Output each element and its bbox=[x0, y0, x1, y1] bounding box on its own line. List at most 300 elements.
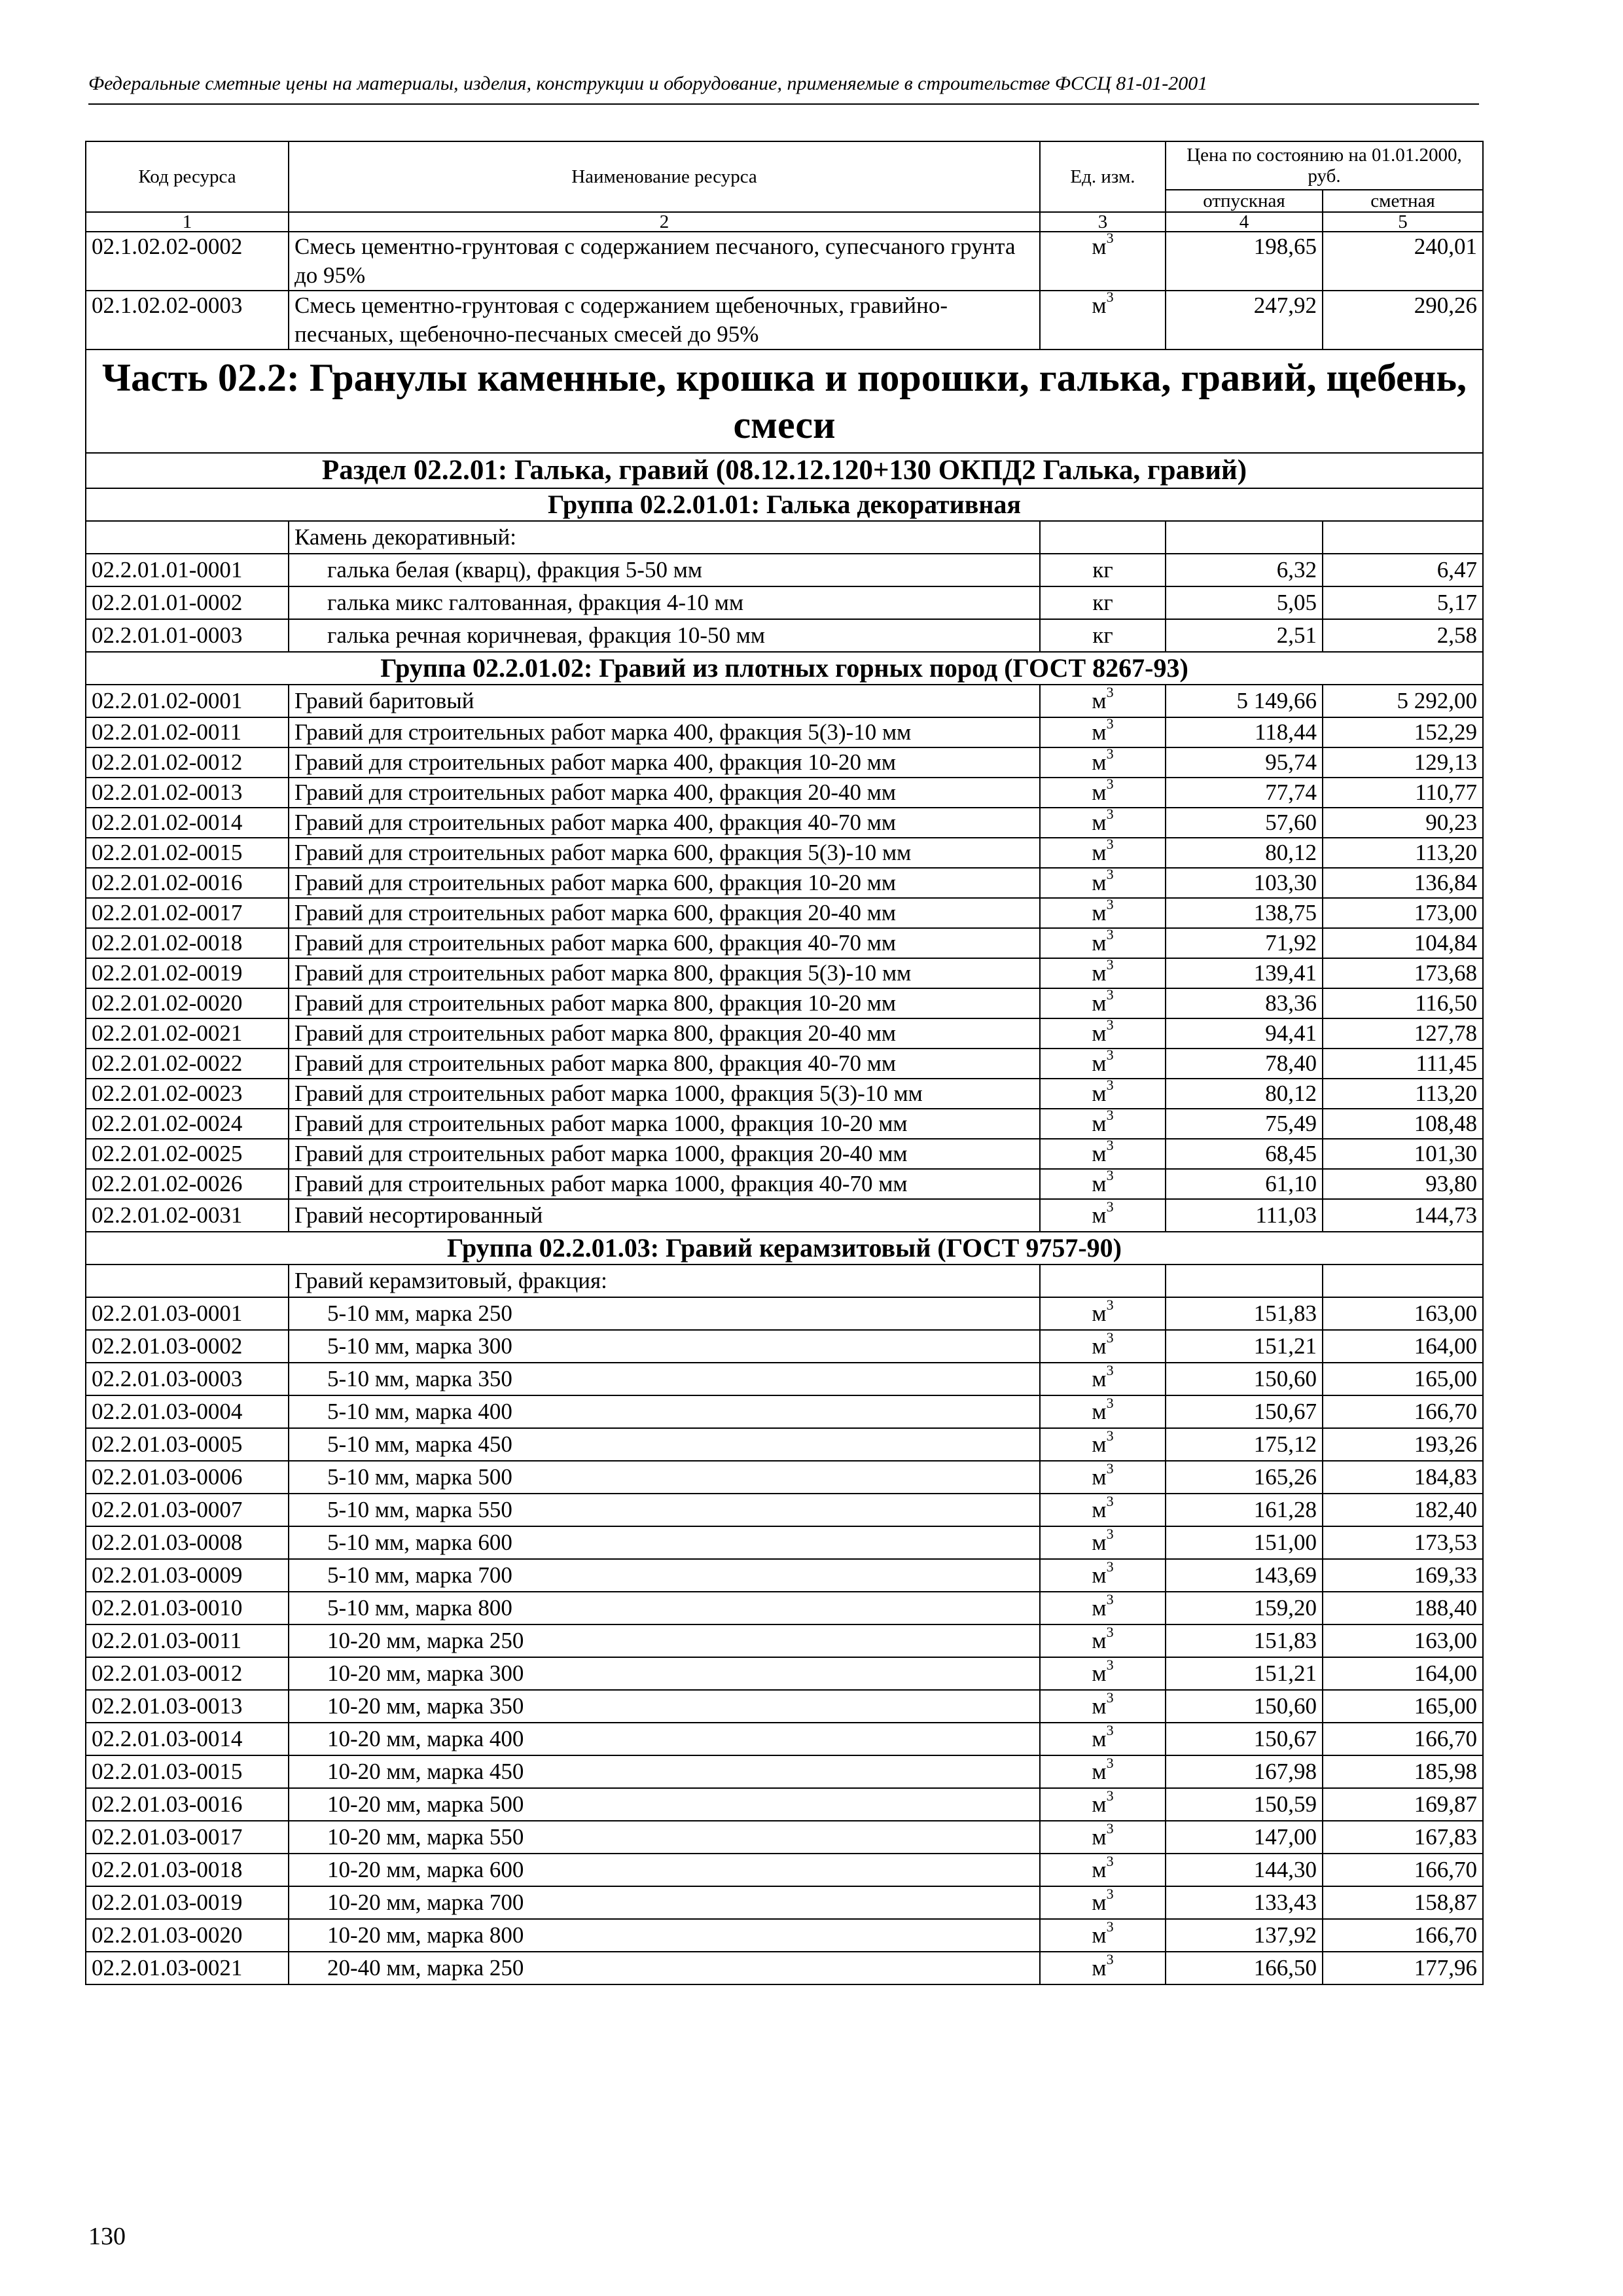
unit-cell bbox=[1040, 1494, 1166, 1526]
table-header-row bbox=[86, 141, 1483, 190]
unit-exponent: 3 bbox=[1106, 1592, 1114, 1608]
resource-name: 20-40 мм, марка 250 bbox=[289, 1952, 1040, 1984]
subheading-row bbox=[86, 1265, 1483, 1297]
unit-exponent: 3 bbox=[1106, 232, 1114, 247]
part-title: Часть 02.2: Гранулы каменные, крошка и порошки, галька, гравий, щебень, смеси bbox=[86, 350, 1483, 453]
release-price: 159,20 bbox=[1166, 1592, 1323, 1624]
unit-label: м bbox=[1092, 810, 1107, 835]
unit-label: м bbox=[1092, 1562, 1107, 1588]
table-row bbox=[86, 838, 1483, 868]
unit-cell bbox=[1040, 1018, 1166, 1049]
unit-cell bbox=[1040, 1363, 1166, 1395]
unit-exponent: 3 bbox=[1106, 1919, 1114, 1935]
unit-exponent: 3 bbox=[1106, 1526, 1114, 1543]
estimate-price: 240,01 bbox=[1323, 232, 1483, 291]
table-row bbox=[86, 1079, 1483, 1109]
unit-cell bbox=[1040, 1755, 1166, 1788]
resource-code: 02.2.01.03-0005 bbox=[86, 1428, 289, 1461]
release-price: 151,21 bbox=[1166, 1330, 1323, 1363]
unit-cell bbox=[1040, 1297, 1166, 1330]
unit-cell bbox=[1040, 232, 1166, 291]
estimate-price: 177,96 bbox=[1323, 1952, 1483, 1984]
unit-exponent: 3 bbox=[1106, 1657, 1114, 1674]
table-row bbox=[86, 554, 1483, 586]
unit-label: м bbox=[1092, 1955, 1107, 1981]
release-price: 5,05 bbox=[1166, 586, 1323, 619]
resource-code: 02.2.01.03-0012 bbox=[86, 1657, 289, 1690]
unit-exponent: 3 bbox=[1106, 778, 1114, 793]
release-price: 151,83 bbox=[1166, 1624, 1323, 1657]
table-row bbox=[86, 1461, 1483, 1494]
estimate-price: 163,00 bbox=[1323, 1297, 1483, 1330]
unit-label: м bbox=[1092, 840, 1107, 865]
release-price: 57,60 bbox=[1166, 808, 1323, 838]
resource-code: 02.2.01.03-0019 bbox=[86, 1886, 289, 1919]
table-row bbox=[86, 1723, 1483, 1755]
unit-exponent: 3 bbox=[1106, 747, 1114, 762]
resource-code: 02.2.01.03-0009 bbox=[86, 1559, 289, 1592]
table-row bbox=[86, 1139, 1483, 1169]
release-price: 143,69 bbox=[1166, 1559, 1323, 1592]
estimate-price: 152,29 bbox=[1323, 717, 1483, 747]
unit-label: м bbox=[1092, 1171, 1107, 1196]
resource-code: 02.2.01.03-0002 bbox=[86, 1330, 289, 1363]
unit-exponent: 3 bbox=[1106, 1755, 1114, 1772]
unit-exponent: 3 bbox=[1106, 1199, 1114, 1215]
unit-label: м bbox=[1092, 1431, 1107, 1457]
estimate-price: 188,40 bbox=[1323, 1592, 1483, 1624]
unit-cell bbox=[1040, 554, 1166, 586]
release-price: 133,43 bbox=[1166, 1886, 1323, 1919]
resource-name: 10-20 мм, марка 800 bbox=[289, 1919, 1040, 1952]
table-row bbox=[86, 1854, 1483, 1886]
release-price: 77,74 bbox=[1166, 778, 1323, 808]
resource-name: 10-20 мм, марка 400 bbox=[289, 1723, 1040, 1755]
resource-code: 02.2.01.02-0015 bbox=[86, 838, 289, 868]
resource-code: 02.2.01.02-0018 bbox=[86, 928, 289, 958]
unit-cell bbox=[1040, 1199, 1166, 1232]
unit-label: м bbox=[1092, 749, 1107, 775]
release-price: 103,30 bbox=[1166, 868, 1323, 898]
estimate-price: 163,00 bbox=[1323, 1624, 1483, 1657]
estimate-price: 101,30 bbox=[1323, 1139, 1483, 1169]
release-price: 80,12 bbox=[1166, 838, 1323, 868]
unit-label: м bbox=[1092, 1922, 1107, 1948]
unit-label: м bbox=[1092, 1660, 1107, 1686]
resource-code: 02.2.01.01-0001 bbox=[86, 554, 289, 586]
unit-label: м bbox=[1092, 870, 1107, 895]
table-row bbox=[86, 1199, 1483, 1232]
release-price: 166,50 bbox=[1166, 1952, 1323, 1984]
unit-label: м bbox=[1092, 1890, 1107, 1915]
unit-exponent: 3 bbox=[1106, 958, 1114, 973]
unit-exponent: 3 bbox=[1106, 1461, 1114, 1477]
unit-cell bbox=[1040, 1395, 1166, 1428]
unit-cell bbox=[1040, 1854, 1166, 1886]
column-header-code: Код ресурса bbox=[86, 141, 289, 212]
table-row bbox=[86, 898, 1483, 928]
unit-exponent: 3 bbox=[1106, 1559, 1114, 1575]
release-price: 151,83 bbox=[1166, 1297, 1323, 1330]
estimate-price: 136,84 bbox=[1323, 868, 1483, 898]
estimate-price: 5 292,00 bbox=[1323, 685, 1483, 717]
estimate-price: 166,70 bbox=[1323, 1395, 1483, 1428]
unit-label: м bbox=[1092, 1366, 1107, 1391]
resource-code: 02.2.01.03-0007 bbox=[86, 1494, 289, 1526]
resource-name: 5-10 мм, марка 400 bbox=[289, 1395, 1040, 1428]
estimate-price: 116,50 bbox=[1323, 988, 1483, 1018]
table-row bbox=[86, 928, 1483, 958]
unit-cell bbox=[1040, 747, 1166, 778]
table-row bbox=[86, 1755, 1483, 1788]
unit-exponent: 3 bbox=[1106, 1788, 1114, 1804]
unit-label: м bbox=[1092, 719, 1107, 745]
estimate-price: 111,45 bbox=[1323, 1049, 1483, 1079]
resource-code: 02.2.01.02-0023 bbox=[86, 1079, 289, 1109]
release-price: 150,60 bbox=[1166, 1363, 1323, 1395]
resource-name: Гравий для строительных работ марка 800, фракция 5(3)-10 мм bbox=[289, 958, 1040, 988]
resource-name: 10-20 мм, марка 550 bbox=[289, 1821, 1040, 1854]
release-price: 68,45 bbox=[1166, 1139, 1323, 1169]
unit-cell bbox=[1040, 1526, 1166, 1559]
unit-label: м bbox=[1092, 900, 1107, 925]
estimate-price: 166,70 bbox=[1323, 1854, 1483, 1886]
resource-code: 02.2.01.02-0025 bbox=[86, 1139, 289, 1169]
release-price: 144,30 bbox=[1166, 1854, 1323, 1886]
unit-cell bbox=[1040, 1592, 1166, 1624]
unit-exponent: 3 bbox=[1106, 928, 1114, 943]
unit-label: м bbox=[1092, 1530, 1107, 1555]
resource-name: Гравий для строительных работ марка 1000, фракция 40-70 мм bbox=[289, 1169, 1040, 1199]
table-row bbox=[86, 1559, 1483, 1592]
table-row bbox=[86, 1109, 1483, 1139]
section-title: Раздел 02.2.01: Галька, гравий (08.12.12.120+130 ОКПД2 Галька, гравий) bbox=[86, 453, 1483, 488]
estimate-price: 127,78 bbox=[1323, 1018, 1483, 1049]
estimate-price: 90,23 bbox=[1323, 808, 1483, 838]
release-price: 78,40 bbox=[1166, 1049, 1323, 1079]
unit-label: м bbox=[1092, 1497, 1107, 1522]
unit-exponent: 3 bbox=[1106, 1049, 1114, 1064]
unit-cell bbox=[1040, 1690, 1166, 1723]
unit-label: м bbox=[1092, 1857, 1107, 1882]
table-row bbox=[86, 1526, 1483, 1559]
unit-cell bbox=[1040, 898, 1166, 928]
unit-cell bbox=[1040, 1330, 1166, 1363]
unit-label: м bbox=[1092, 780, 1107, 805]
unit-cell bbox=[1040, 291, 1166, 350]
table-row bbox=[86, 958, 1483, 988]
unit-label: м bbox=[1092, 1791, 1107, 1817]
unit-exponent: 3 bbox=[1106, 1169, 1114, 1184]
subheading-release-empty bbox=[1166, 521, 1323, 554]
table-row bbox=[86, 1363, 1483, 1395]
unit-cell bbox=[1040, 1461, 1166, 1494]
resource-code: 02.2.01.02-0026 bbox=[86, 1169, 289, 1199]
resource-code: 02.2.01.02-0017 bbox=[86, 898, 289, 928]
table-row bbox=[86, 808, 1483, 838]
table-row bbox=[86, 717, 1483, 747]
unit-cell bbox=[1040, 958, 1166, 988]
estimate-price: 165,00 bbox=[1323, 1363, 1483, 1395]
release-price: 150,67 bbox=[1166, 1723, 1323, 1755]
table-row bbox=[86, 685, 1483, 717]
release-price: 111,03 bbox=[1166, 1199, 1323, 1232]
resource-name: 10-20 мм, марка 350 bbox=[289, 1690, 1040, 1723]
table-row bbox=[86, 1169, 1483, 1199]
unit-label: м bbox=[1092, 1202, 1107, 1228]
resource-name: 5-10 мм, марка 300 bbox=[289, 1330, 1040, 1363]
resource-code: 02.2.01.03-0018 bbox=[86, 1854, 289, 1886]
unit-cell bbox=[1040, 838, 1166, 868]
resource-code: 02.2.01.02-0016 bbox=[86, 868, 289, 898]
unit-exponent: 3 bbox=[1106, 1952, 1114, 1968]
release-price: 247,92 bbox=[1166, 291, 1323, 350]
resource-name: Гравий для строительных работ марка 600, фракция 10-20 мм bbox=[289, 868, 1040, 898]
unit-cell bbox=[1040, 1657, 1166, 1690]
estimate-price: 169,33 bbox=[1323, 1559, 1483, 1592]
unit-exponent: 3 bbox=[1106, 1018, 1114, 1033]
unit-exponent: 3 bbox=[1106, 717, 1114, 732]
estimate-price: 144,73 bbox=[1323, 1199, 1483, 1232]
column-header-release: отпускная bbox=[1166, 190, 1323, 212]
estimate-price: 113,20 bbox=[1323, 1079, 1483, 1109]
group-title: Группа 02.2.01.01: Галька декоративная bbox=[86, 488, 1483, 521]
estimate-price: 166,70 bbox=[1323, 1723, 1483, 1755]
unit-exponent: 3 bbox=[1106, 1690, 1114, 1706]
resource-code: 02.2.01.03-0003 bbox=[86, 1363, 289, 1395]
subheading-unit-empty bbox=[1040, 521, 1166, 554]
unit-label: м bbox=[1092, 1595, 1107, 1621]
table-row bbox=[86, 232, 1483, 291]
table-row bbox=[86, 1592, 1483, 1624]
resource-name: галька белая (кварц), фракция 5-50 мм bbox=[289, 554, 1040, 586]
unit-label: м bbox=[1092, 688, 1107, 713]
resource-code: 02.2.01.02-0024 bbox=[86, 1109, 289, 1139]
resource-name: 10-20 мм, марка 500 bbox=[289, 1788, 1040, 1821]
resource-code: 02.2.01.02-0014 bbox=[86, 808, 289, 838]
resource-name: Гравий для строительных работ марка 400, фракция 40-70 мм bbox=[289, 808, 1040, 838]
estimate-price: 164,00 bbox=[1323, 1657, 1483, 1690]
section-title-row bbox=[86, 453, 1483, 488]
unit-label: м bbox=[1092, 960, 1107, 986]
unit-label: м bbox=[1092, 1759, 1107, 1784]
table-row bbox=[86, 1395, 1483, 1428]
release-price: 139,41 bbox=[1166, 958, 1323, 988]
unit-label: м bbox=[1092, 1693, 1107, 1719]
unit-label: кг bbox=[1092, 622, 1113, 648]
unit-exponent: 3 bbox=[1106, 685, 1114, 701]
table-row bbox=[86, 1952, 1483, 1984]
unit-label: м bbox=[1092, 1464, 1107, 1490]
estimate-price: 108,48 bbox=[1323, 1109, 1483, 1139]
resource-code: 02.2.01.02-0011 bbox=[86, 717, 289, 747]
unit-label: кг bbox=[1092, 590, 1113, 615]
estimate-price: 5,17 bbox=[1323, 586, 1483, 619]
unit-label: м bbox=[1092, 1111, 1107, 1136]
release-price: 167,98 bbox=[1166, 1755, 1323, 1788]
resource-code: 02.2.01.03-0001 bbox=[86, 1297, 289, 1330]
resource-name: 5-10 мм, марка 350 bbox=[289, 1363, 1040, 1395]
unit-cell bbox=[1040, 1169, 1166, 1199]
column-header-estimate: сметная bbox=[1323, 190, 1483, 212]
release-price: 5 149,66 bbox=[1166, 685, 1323, 717]
unit-exponent: 3 bbox=[1106, 1428, 1114, 1444]
resource-code: 02.2.01.03-0010 bbox=[86, 1592, 289, 1624]
resource-name: Гравий для строительных работ марка 600, фракция 5(3)-10 мм bbox=[289, 838, 1040, 868]
resource-name: Гравий для строительных работ марка 800, фракция 20-40 мм bbox=[289, 1018, 1040, 1049]
unit-exponent: 3 bbox=[1106, 898, 1114, 913]
unit-exponent: 3 bbox=[1106, 808, 1114, 823]
unit-cell bbox=[1040, 1139, 1166, 1169]
resource-code: 02.2.01.01-0002 bbox=[86, 586, 289, 619]
group-title: Группа 02.2.01.02: Гравий из плотных горных пород (ГОСТ 8267-93) bbox=[86, 652, 1483, 685]
unit-cell bbox=[1040, 1428, 1166, 1461]
resource-code: 02.2.01.02-0020 bbox=[86, 988, 289, 1018]
estimate-price: 184,83 bbox=[1323, 1461, 1483, 1494]
unit-exponent: 3 bbox=[1106, 1624, 1114, 1641]
table-row bbox=[86, 1494, 1483, 1526]
unit-label: м bbox=[1092, 990, 1107, 1016]
unit-exponent: 3 bbox=[1106, 1109, 1114, 1124]
resource-code: 02.2.01.02-0031 bbox=[86, 1199, 289, 1232]
table-row bbox=[86, 1049, 1483, 1079]
table-row bbox=[86, 988, 1483, 1018]
release-price: 75,49 bbox=[1166, 1109, 1323, 1139]
estimate-price: 93,80 bbox=[1323, 1169, 1483, 1199]
unit-cell bbox=[1040, 1821, 1166, 1854]
table-row bbox=[86, 1297, 1483, 1330]
subheading-code-empty bbox=[86, 1265, 289, 1297]
unit-exponent: 3 bbox=[1106, 988, 1114, 1003]
release-price: 118,44 bbox=[1166, 717, 1323, 747]
unit-exponent: 3 bbox=[1106, 1723, 1114, 1739]
unit-cell bbox=[1040, 586, 1166, 619]
unit-cell bbox=[1040, 619, 1166, 652]
resource-code: 02.2.01.02-0001 bbox=[86, 685, 289, 717]
release-price: 198,65 bbox=[1166, 232, 1323, 291]
table-row bbox=[86, 1428, 1483, 1461]
resource-code: 02.2.01.03-0017 bbox=[86, 1821, 289, 1854]
resource-name: 5-10 мм, марка 500 bbox=[289, 1461, 1040, 1494]
resource-code: 02.2.01.03-0014 bbox=[86, 1723, 289, 1755]
release-price: 61,10 bbox=[1166, 1169, 1323, 1199]
unit-cell bbox=[1040, 1624, 1166, 1657]
estimate-price: 290,26 bbox=[1323, 291, 1483, 350]
resource-code: 02.2.01.03-0011 bbox=[86, 1624, 289, 1657]
table-row bbox=[86, 586, 1483, 619]
resource-name: 5-10 мм, марка 800 bbox=[289, 1592, 1040, 1624]
unit-exponent: 3 bbox=[1106, 838, 1114, 853]
unit-cell bbox=[1040, 778, 1166, 808]
header-rule bbox=[88, 103, 1479, 105]
resource-code: 02.1.02.02-0002 bbox=[86, 232, 289, 291]
release-price: 175,12 bbox=[1166, 1428, 1323, 1461]
release-price: 6,32 bbox=[1166, 554, 1323, 586]
table-row bbox=[86, 1330, 1483, 1363]
estimate-price: 164,00 bbox=[1323, 1330, 1483, 1363]
column-number: 2 bbox=[289, 212, 1040, 232]
release-price: 138,75 bbox=[1166, 898, 1323, 928]
price-table bbox=[85, 141, 1484, 1985]
unit-label: м bbox=[1092, 293, 1107, 318]
resource-name: 5-10 мм, марка 450 bbox=[289, 1428, 1040, 1461]
release-price: 71,92 bbox=[1166, 928, 1323, 958]
unit-cell bbox=[1040, 1049, 1166, 1079]
group-title: Группа 02.2.01.03: Гравий керамзитовый (ГОСТ 9757-90) bbox=[86, 1232, 1483, 1265]
column-header-name: Наименование ресурса bbox=[289, 141, 1040, 212]
unit-exponent: 3 bbox=[1106, 1395, 1114, 1412]
resource-name: Смесь цементно-грунтовая с содержанием песчаного, супесчаного грунта до 95% bbox=[289, 232, 1040, 291]
unit-exponent: 3 bbox=[1106, 1821, 1114, 1837]
unit-cell bbox=[1040, 988, 1166, 1018]
release-price: 2,51 bbox=[1166, 619, 1323, 652]
subheading: Гравий керамзитовый, фракция: bbox=[289, 1265, 1040, 1297]
release-price: 151,00 bbox=[1166, 1526, 1323, 1559]
estimate-price: 185,98 bbox=[1323, 1755, 1483, 1788]
unit-exponent: 3 bbox=[1106, 1079, 1114, 1094]
column-number: 3 bbox=[1040, 212, 1166, 232]
resource-name: 5-10 мм, марка 700 bbox=[289, 1559, 1040, 1592]
resource-name: Гравий для строительных работ марка 800, фракция 40-70 мм bbox=[289, 1049, 1040, 1079]
estimate-price: 6,47 bbox=[1323, 554, 1483, 586]
subheading-estimate-empty bbox=[1323, 521, 1483, 554]
column-header-price-group: Цена по состоянию на 01.01.2000, руб. bbox=[1166, 141, 1483, 190]
resource-name: 5-10 мм, марка 250 bbox=[289, 1297, 1040, 1330]
resource-name: Гравий для строительных работ марка 400, фракция 20-40 мм bbox=[289, 778, 1040, 808]
unit-cell bbox=[1040, 685, 1166, 717]
estimate-price: 2,58 bbox=[1323, 619, 1483, 652]
unit-cell bbox=[1040, 1079, 1166, 1109]
unit-exponent: 3 bbox=[1106, 1494, 1114, 1510]
unit-exponent: 3 bbox=[1106, 291, 1114, 306]
unit-cell bbox=[1040, 717, 1166, 747]
resource-code: 02.2.01.03-0013 bbox=[86, 1690, 289, 1723]
page-number: 130 bbox=[88, 2223, 126, 2250]
unit-cell bbox=[1040, 1919, 1166, 1952]
release-price: 161,28 bbox=[1166, 1494, 1323, 1526]
resource-name: 5-10 мм, марка 550 bbox=[289, 1494, 1040, 1526]
resource-code: 02.2.01.03-0004 bbox=[86, 1395, 289, 1428]
resource-name: 10-20 мм, марка 300 bbox=[289, 1657, 1040, 1690]
release-price: 137,92 bbox=[1166, 1919, 1323, 1952]
unit-exponent: 3 bbox=[1106, 1363, 1114, 1379]
estimate-price: 182,40 bbox=[1323, 1494, 1483, 1526]
subheading-row bbox=[86, 521, 1483, 554]
table-row bbox=[86, 1690, 1483, 1723]
table-row bbox=[86, 1788, 1483, 1821]
resource-code: 02.2.01.03-0015 bbox=[86, 1755, 289, 1788]
resource-name: 5-10 мм, марка 600 bbox=[289, 1526, 1040, 1559]
resource-name: галька речная коричневая, фракция 10-50 мм bbox=[289, 619, 1040, 652]
release-price: 95,74 bbox=[1166, 747, 1323, 778]
table-row bbox=[86, 1018, 1483, 1049]
table-row bbox=[86, 868, 1483, 898]
resource-name: Гравий баритовый bbox=[289, 685, 1040, 717]
unit-label: м bbox=[1092, 1726, 1107, 1751]
resource-code: 02.2.01.02-0021 bbox=[86, 1018, 289, 1049]
unit-cell bbox=[1040, 1788, 1166, 1821]
table-row bbox=[86, 778, 1483, 808]
unit-label: м bbox=[1092, 1020, 1107, 1046]
unit-exponent: 3 bbox=[1106, 1886, 1114, 1903]
unit-exponent: 3 bbox=[1106, 868, 1114, 883]
unit-label: м bbox=[1092, 234, 1107, 259]
estimate-price: 173,00 bbox=[1323, 898, 1483, 928]
resource-code: 02.2.01.02-0013 bbox=[86, 778, 289, 808]
resource-name: Гравий для строительных работ марка 400, фракция 5(3)-10 мм bbox=[289, 717, 1040, 747]
group-title-row bbox=[86, 1232, 1483, 1265]
resource-code: 02.2.01.03-0006 bbox=[86, 1461, 289, 1494]
